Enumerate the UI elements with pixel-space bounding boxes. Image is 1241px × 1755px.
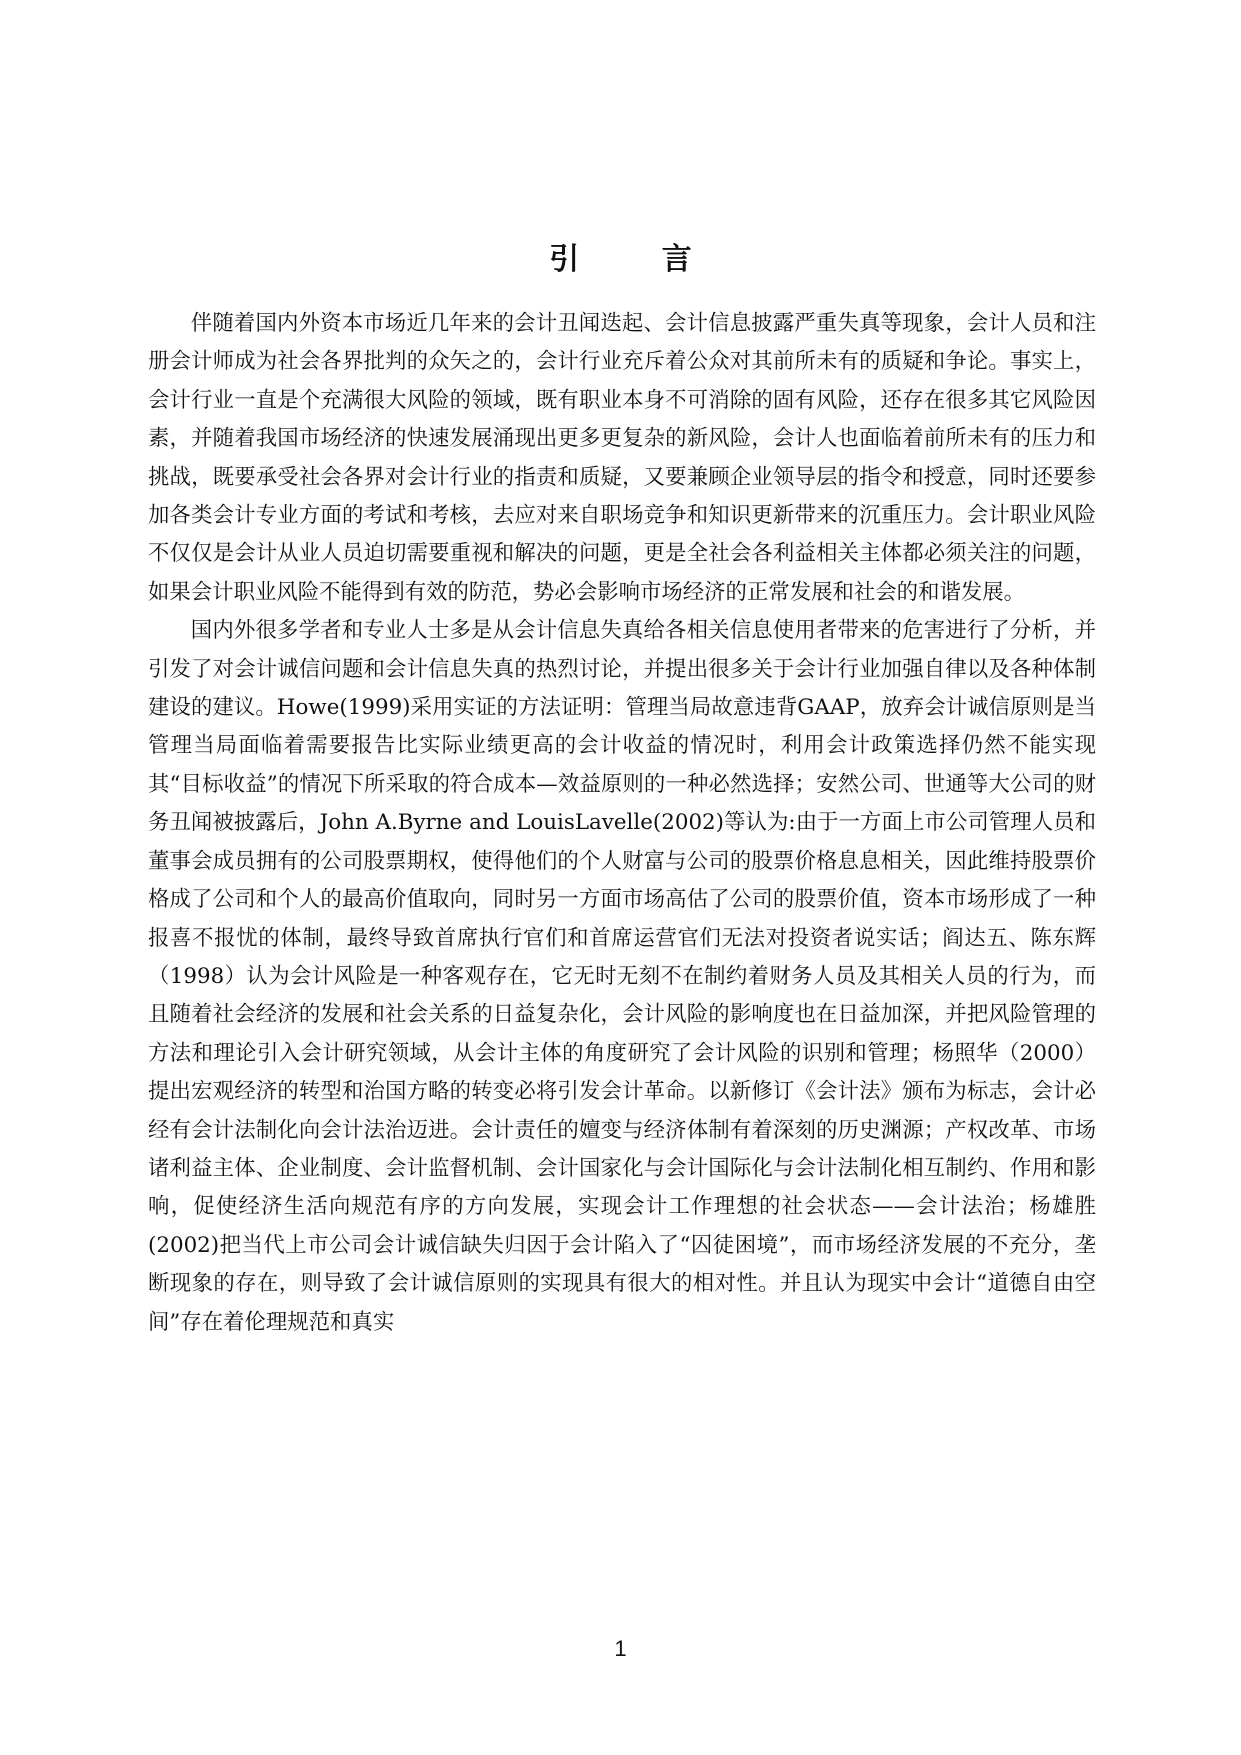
body-text — [148, 305, 1096, 1342]
paragraph-1: 伴随着国内外资本市场近几年来的会计丑闻迭起、会计信息披露严重失真等现象，会计人员和注册会计师成为社会各界批判的众矢之的，会计行业充斥着公众对其前所未有的质疑和争论。事实上，会计行业一直是个充满很大风险的领域，既有职业本身不可消除的固有风险，还存在很多其它风险因素，并随着我国市场经济的快速发展涌现出更多更复杂的新风险，会计人也面临着前所未有的压力和挑战，既要承受社会各界对会计行业的指责和质疑，又要兼顾企业领导层的指令和授意，同时还要参加各类会计专业方面的考试和考核，去应对来自职场竞争和知识更新带来的沉重压力。会计职业风险不仅仅是会计从业人员迫切需要重视和解决的问题，更是全社会各利益相关主体都必须关注的问题，如果会计职业风险不能得到有效的防范，势必会影响市场经济的正常发展和社会的和谐发展。 — [148, 311, 1096, 605]
page-number: 1 — [614, 1636, 627, 1661]
paragraph-2: 国内外很多学者和专业人士多是从会计信息失真给各相关信息使用者带来的危害进行了分析，并引发了对会计诚信问题和会计信息失真的热烈讨论，并提出很多关于会计行业加强自律以及各种体制建设的建议。Howe(1999)采用实证的方法证明：管理当局故意违背GAAP，放弃会计诚信原则是当管理当局面临着需要报告比实际业绩更高的会计收益的情况时，利用会计政策选择仍然不能实现其“目标收益”的情况下所采取的符合成本—效益原则的一种必然选择；安然公司、世通等大公司的财务丑闻被披露后，John A.Byrne and LouisLavelle(2002)等认为:由于一方面上市公司管理人员和董事会成员拥有的公司股票期权，使得他们的个人财富与公司的股票价格息息相关，因此维持股票价格成了公司和个人的最高价值取向，同时另一方面市场高估了公司的股票价值，资本市场形成了一种报喜不报忧的体制，最终导致首席执行官们和首席运营官们无法对投资者说实话；阎达五、陈东辉（1998）认为会计风险是一种客观存在，它无时无刻不在制约着财务人员及其相关人员的行为，而且随着社会经济的发展和社会关系的日益复杂化，会计风险的影响度也在日益加深，并把风险管理的方法和理论引入会计研究领域，从会计主体的角度研究了会计风险的识别和管理；杨照华（2000）提出宏观经济的转型和治国方略的转变必将引发会计革命。以新修订《会计法》颁布为标志，会计必经有会计法制化向会计法治迈进。会计责任的嬗变与经济体制有着深刻的历史渊源；产权改革、市场诸利益主体、企业制度、会计监督机制、会计国家化与会计国际化与会计法制化相互制约、作用和影响，促使经济生活向规范有序的方向发展，实现会计工作理想的社会状态——会计法治；杨雄胜(2002)把当代上市公司会计诚信缺失归因于会计陷入了“囚徒困境”，而市场经济发展的不充分，垄断现象的存在，则导致了会计诚信原则的实现具有很大的相对性。并且认为现实中会计“道德自由空间”存在着伦理规范和真实 — [148, 618, 1097, 1335]
page-title: 引 言 — [549, 242, 728, 278]
